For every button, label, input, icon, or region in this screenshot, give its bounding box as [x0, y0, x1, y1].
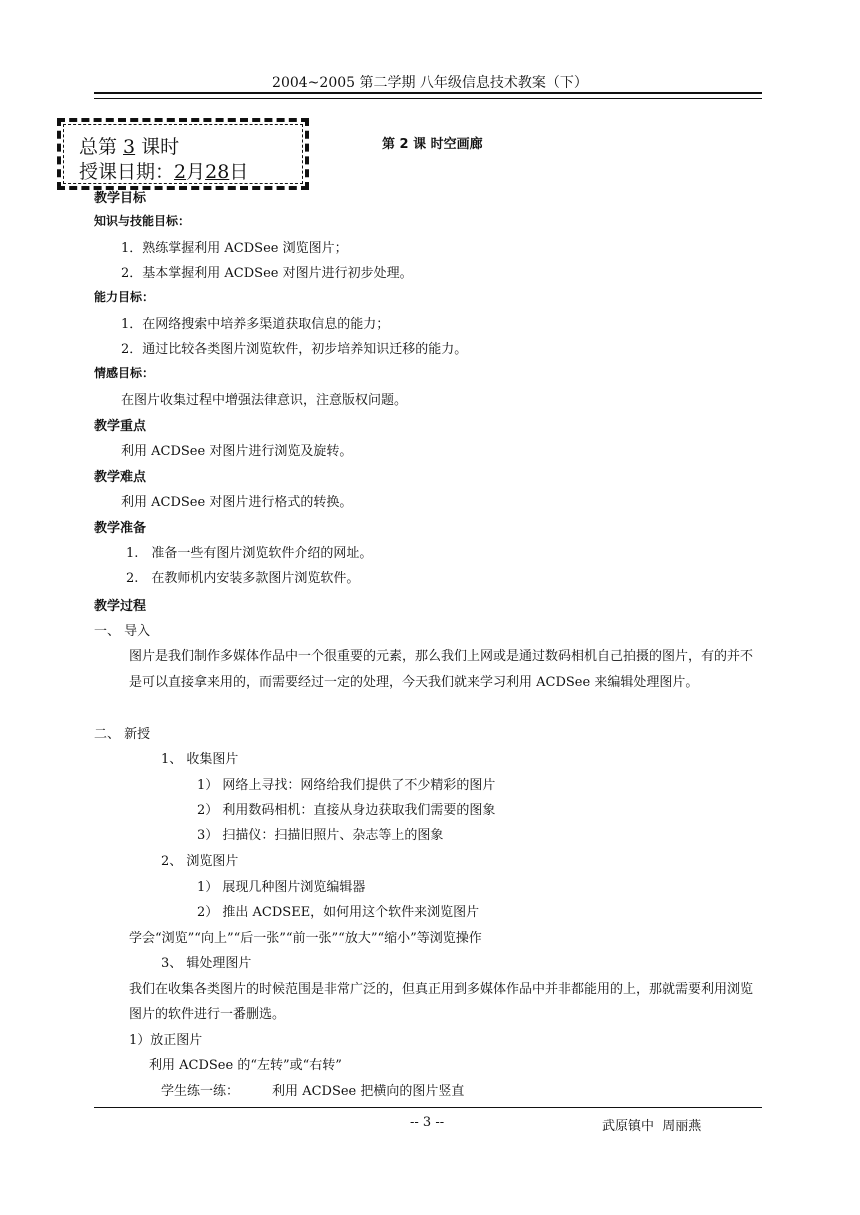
- intro-paragraph-line-2: 是可以直接拿来用的，而需要经过一定的处理，今天我们就来学习利用 ACDSee 来编辑处理图片。: [129, 675, 699, 690]
- preparation-item-1: 1. 准备一些有图片浏览软件介绍的网址。: [126, 546, 373, 561]
- step-1-item-1: 1） 网络上寻找：网络给我们提供了不少精彩的图片: [197, 778, 496, 793]
- period-prefix: 总第: [79, 136, 118, 158]
- section-intro: 一、 导入: [94, 624, 151, 639]
- footer-author: 武原镇中 周丽燕: [602, 1119, 702, 1134]
- ability-item-2: 2．通过比较各类图片浏览软件，初步培养知识迁移的能力。: [121, 342, 468, 357]
- date-line: [79, 157, 248, 184]
- date-month: 2: [174, 161, 187, 183]
- difficulty-heading: 教学难点: [94, 470, 147, 485]
- knowledge-item-2: 2．基本掌握利用 ACDSee 对图片进行初步处理。: [121, 266, 413, 281]
- date-day: 28: [205, 161, 230, 183]
- step-3-edit: 3、 辑处理图片: [161, 956, 252, 971]
- difficulty-item: 利用 ACDSee 对图片进行格式的转换。: [121, 495, 353, 510]
- step-2-item-1: 1） 展现几种图片浏览编辑器: [197, 880, 366, 895]
- edit-paragraph-line-1: 我们在收集各类图片的时候范围是非常广泛的，但真正用到多媒体作品中并非都能用的上，那就需要利用浏览: [129, 982, 754, 997]
- emotion-item-1: 在图片收集过程中增强法律意识，注意版权问题。: [121, 393, 408, 408]
- ability-heading: 能力目标：: [94, 290, 155, 304]
- rotate-instruction: 利用 ACDSee 的“左转”或“右转”: [149, 1058, 342, 1073]
- emotion-heading: 情感目标：: [94, 366, 155, 380]
- lesson-title: 第 2 课 时空画廊: [382, 137, 483, 152]
- step-1-collect: 1、 收集图片: [161, 752, 239, 767]
- step-1-item-3: 3） 扫描仪：扫描旧照片、杂志等上的图象: [197, 828, 444, 843]
- header-rule-thick: [94, 92, 762, 94]
- intro-paragraph-line-1: 图片是我们制作多媒体作品中一个很重要的元素，那么我们上网或是通过数码相机自己拍摄的图片，有的并不: [129, 649, 754, 664]
- period-suffix: 课时: [141, 136, 180, 158]
- key-points-heading: 教学重点: [94, 419, 147, 434]
- edit-paragraph-line-2: 图片的软件进行一番删选。: [129, 1007, 286, 1022]
- knowledge-item-1: 1．熟练掌握利用 ACDSee 浏览图片；: [121, 241, 348, 256]
- rotate-heading: 1）放正图片: [129, 1033, 203, 1048]
- day-label: 日: [229, 161, 249, 183]
- student-practice: 学生练一练： 利用 ACDSee 把横向的图片竖直: [161, 1084, 465, 1099]
- browse-operations-note: 学会“浏览”“向上”“后一张”“前一张”“放大”“缩小”等浏览操作: [129, 931, 482, 946]
- section-new-lesson: 二、 新授: [94, 727, 151, 742]
- page-header: 2004~2005 第二学期 八年级信息技术教案（下）: [272, 75, 588, 91]
- process-heading: 教学过程: [94, 599, 147, 614]
- knowledge-heading: 知识与技能目标：: [94, 214, 191, 228]
- period-number: 3: [123, 136, 136, 158]
- date-prefix: 授课日期：: [79, 161, 175, 183]
- period-line: [79, 132, 179, 159]
- preparation-item-2: 2. 在教师机内安装多款图片浏览软件。: [126, 571, 360, 586]
- objectives-heading: 教学目标: [94, 191, 147, 206]
- page-number: -- 3 --: [410, 1115, 445, 1130]
- lesson-period-box: [57, 118, 309, 190]
- step-1-item-2: 2） 利用数码相机：直接从身边获取我们需要的图象: [197, 803, 496, 818]
- month-label: 月: [186, 161, 206, 183]
- step-2-item-2: 2） 推出 ACDSEE，如何用这个软件来浏览图片: [197, 905, 480, 920]
- step-2-browse: 2、 浏览图片: [161, 854, 239, 869]
- key-points-item: 利用 ACDSee 对图片进行浏览及旋转。: [121, 444, 353, 459]
- header-rule-thin: [94, 98, 762, 99]
- ability-item-1: 1．在网络搜索中培养多渠道获取信息的能力；: [121, 317, 390, 332]
- footer-rule: [94, 1107, 762, 1108]
- preparation-heading: 教学准备: [94, 521, 147, 536]
